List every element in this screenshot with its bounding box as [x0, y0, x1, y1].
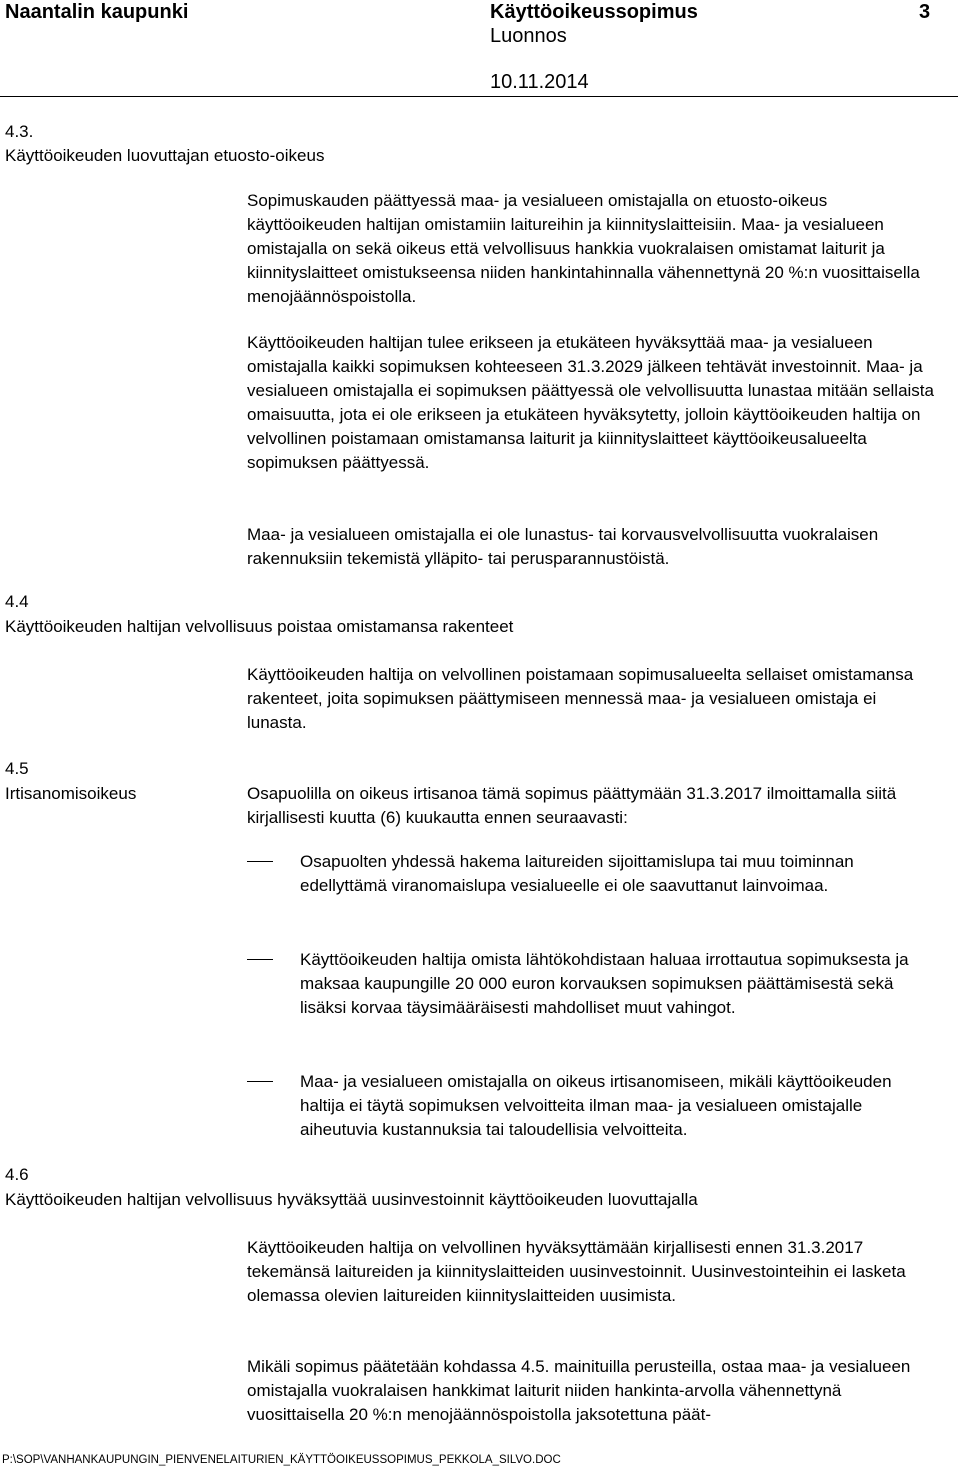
bullet-text: Osapuolten yhdessä hakema laitureiden sijoittamislupa tai muu toiminnan edellyttämä viranomaislupa vesialueelle ei ole saavuttanut lainvoimaa. [300, 852, 854, 895]
section-4-4-paragraph [247, 663, 937, 735]
bullet-text: Käyttöoikeuden haltija omista lähtökohdistaan haluaa irrottautua sopimuksesta ja maksaa kaupungille 20 000 euron korvauksen sopimuksen päättämisestä sekä lisäksi korvaa täysimääräisesti mahdolliset muut vahingot. [300, 950, 909, 1017]
paragraph-text: Maa- ja vesialueen omistajalla ei ole lunastus- tai korvausvelvollisuutta vuokralaisen rakennuksiin tekemistä ylläpito- tai perusparannustöistä. [247, 525, 879, 568]
list-item [0, 1070, 960, 1142]
list-item [0, 850, 960, 922]
bullet-text: Maa- ja vesialueen omistajalla on oikeus irtisanomiseen, mikäli käyttöoikeuden haltija ei täytä sopimuksen velvoitteita ilman maa- ja vesialueen omistajalle aiheutuvia kustannuksia tai taloudellisia velvoitteita. [300, 1072, 892, 1139]
paragraph-text: Mikäli sopimus päätetään kohdassa 4.5. mainituilla perusteilla, ostaa maa- ja vesialueen omistajalla vuokralaisen hankkimat laiturit niiden hankinta-arvolla vähennettynä vuosittaisella 20 %:n menojäännöspoistolla jaksotettuna päät- [247, 1357, 911, 1424]
section-4-6-title: Käyttöoikeuden haltijan velvollisuus hyväksyttää uusinvestoinnit käyttöoikeuden luovuttajalla [5, 1190, 698, 1209]
section-4-5-number: 4.5 [5, 759, 29, 778]
section-4-4-number: 4.4 [5, 592, 29, 611]
section-4-6-paragraph-2 [247, 1355, 937, 1427]
section-4-3-paragraph-1 [247, 189, 937, 309]
document-date: 10.11.2014 [490, 71, 589, 93]
section-4-6-paragraph-1 [247, 1236, 937, 1308]
header-divider [0, 96, 958, 97]
section-4-3-paragraph-3 [247, 523, 937, 571]
dash-bullet-icon [247, 1081, 273, 1082]
page-number: 3 [919, 1, 931, 23]
dash-bullet-icon [247, 959, 273, 960]
paragraph-text: Osapuolilla on oikeus irtisanoa tämä sopimus päättymään 31.3.2017 ilmoittamalla siitä kirjallisesti kuutta (6) kuukautta ennen seuraavasti: [247, 784, 897, 827]
paragraph-text: Käyttöoikeuden haltija on velvollinen poistamaan sopimusalueelta sellaiset omistamansa rakenteet, joita sopimuksen päättymiseen mennessä maa- ja vesialueen omistaja ei lunasta. [247, 665, 914, 732]
document-title: Käyttöoikeussopimus [490, 1, 698, 23]
dash-bullet-icon [247, 861, 273, 862]
paragraph-text: Sopimuskauden päättyessä maa- ja vesialueen omistajalla on etuosto-oikeus käyttöoikeuden haltijan omistamiin laitureihin ja kiinnityslaitteisiin. Maa- ja vesialueen omistajalla on sekä oikeus että velvollisuus hankkia vuokralaisen omistamat laiturit ja kiinnityslaitteet omistukseensa niiden hankintahinnalla vähennettynä 20 %:n vuosittaisella menojäännöspoistolla. [247, 191, 920, 306]
organization-name: Naantalin kaupunki [5, 1, 189, 23]
file-path-footer: P:\SOP\VANHANKAUPUNGIN_PIENVENELAITURIEN_KÄYTTÖOIKEUSSOPIMUS_PEKKOLA_SILVO.DOC [2, 1454, 561, 1466]
section-4-5-intro [247, 782, 937, 830]
paragraph-text: Käyttöoikeuden haltija on velvollinen hyväksyttämään kirjallisesti ennen 31.3.2017 tekemänsä laitureiden ja kiinnityslaitteiden uusinvestoinnit. Uusinvestointeihin ei lasketa olemassa olevien laitureiden kiinnityslaitteiden uusimista. [247, 1238, 906, 1305]
list-item [0, 948, 960, 1044]
section-4-3-number: 4.3. [5, 122, 34, 141]
document-status: Luonnos [490, 25, 567, 47]
section-4-5-title: Irtisanomisoikeus [5, 784, 137, 803]
paragraph-text: Käyttöoikeuden haltijan tulee erikseen ja etukäteen hyväksyttää maa- ja vesialueen omistajalla kaikki sopimuksen kohteeseen 31.3.2029 jälkeen tehtävät investoinnit. Maa- ja vesialueen omistajalla ei sopimuksen päättyessä ole velvollisuutta lunastaa mitään sellaista omaisuutta, jota ei ole erikseen ja etukäteen hyväksytetty, jolloin käyttöoikeuden haltija on velvollinen poistamaan omistamansa laiturit ja kiinnityslaitteet käyttöoikeusalueelta sopimuksen päättyessä. [247, 333, 934, 472]
section-4-4-title: Käyttöoikeuden haltijan velvollisuus poistaa omistamansa rakenteet [5, 617, 514, 636]
section-4-3-title: Käyttöoikeuden luovuttajan etuosto-oikeus [5, 146, 325, 165]
section-4-3-paragraph-2 [247, 331, 937, 475]
section-4-6-number: 4.6 [5, 1165, 29, 1184]
